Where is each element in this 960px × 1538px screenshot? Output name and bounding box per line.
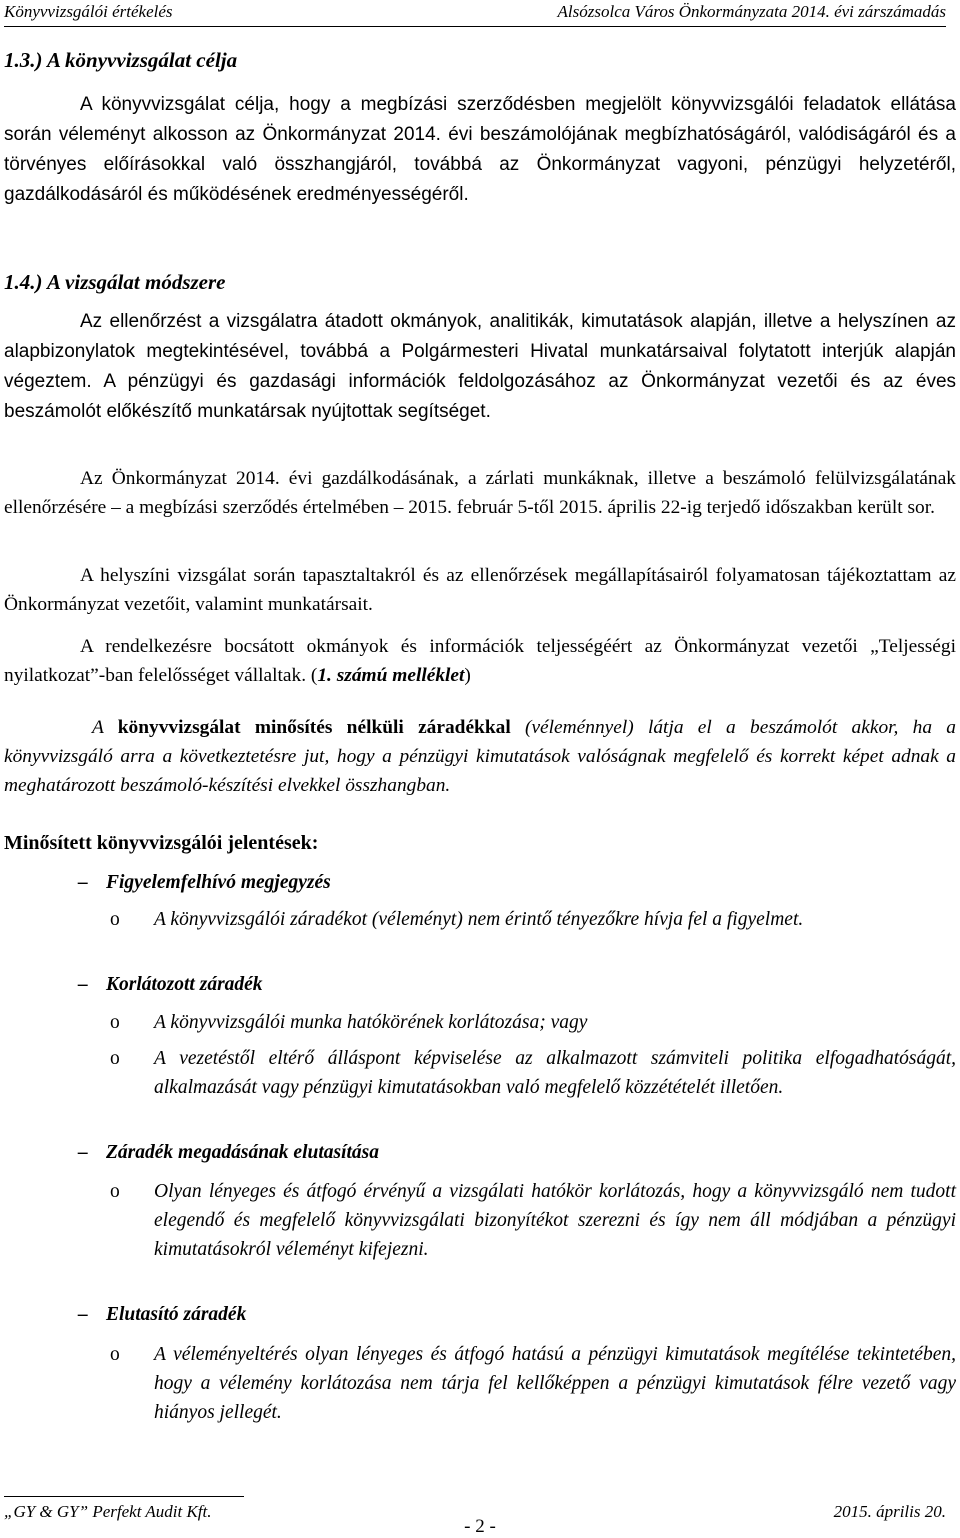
group-title-limited xyxy=(78,974,263,996)
p4-text: A rendelkezésre bocsátott okmányok és információk teljességéért az Önkormányzat vezetői „Teljességi nyilatkozat”-ban felelősséget vállaltak. ( xyxy=(4,636,956,686)
list-item xyxy=(110,905,956,934)
group-title: Figyelemfelhívó megjegyzés xyxy=(106,872,331,893)
section-1-4-paragraph-3: A helyszíni vizsgálat során tapasztaltakról és az ellenőrzések megállapításairól folyamatosan tájékoztattam az Önkormányzat vezetőit, valamint munkatársait. xyxy=(4,565,956,615)
bullet-marker: o xyxy=(110,1048,120,1069)
footer-company: „GY & GY” Perfekt Audit Kft. xyxy=(4,1502,212,1521)
list-item-text: A véleményeltérés olyan lényeges és átfogó hatású a pénzügyi kimutatások megítélése tekintetében, hogy a vélemény korlátozása nem tárja fel kellőképpen a pénzügyi kimutatások félre vezető vagy hiányos jellegét. xyxy=(154,1344,956,1423)
header-right: Alsózsolca Város Önkormányzata 2014. évi zárszámadás xyxy=(557,2,946,21)
page-number: - 2 - xyxy=(464,1516,496,1537)
p4-close: ) xyxy=(464,665,471,686)
list-item xyxy=(110,1177,956,1264)
section-1-4-paragraph-1 xyxy=(4,307,956,427)
appendix-reference: 1. számú melléklet xyxy=(317,665,465,686)
bullet-marker: o xyxy=(110,1181,120,1202)
section-1-4-paragraph-4 xyxy=(4,632,956,690)
group-title: Záradék megadásának elutasítása xyxy=(106,1142,380,1163)
header-left: Könyvvizsgálói értékelés xyxy=(4,2,173,21)
qualified-heading: Minősített könyvvizsgálói jelentések: xyxy=(4,832,319,854)
p1b-text: A pénzügyi és gazdasági információk feldolgozásához az Önkormányzat vezetői és az éves beszámolót előkészítő munkatársak nyújtottak segítséget. xyxy=(4,371,957,422)
section-heading-1-4: 1.4.) A vizsgálat módszere xyxy=(4,270,226,294)
list-item-text: A könyvvizsgálói záradékot (véleményt) nem érintő tényezőkre hívja fel a figyelmet. xyxy=(154,909,804,930)
p1-text: Az ellenőrzést a vizsgálatra átadott okmányok, analitikák, kimutatások alapján, illetve a helyszínen az alapbizonylatok megtekintésével, továbbá a Polgármesteri Hivatal munkatársaival folytatott interjúk alapján végeztem. xyxy=(4,311,956,392)
group-title-disclaimer xyxy=(78,1142,379,1164)
group-title: Elutasító záradék xyxy=(106,1304,247,1325)
dash-marker: – xyxy=(78,872,88,893)
clean-bold: könyvvizsgálat minősítés nélküli záradékkal xyxy=(117,717,511,738)
list-item xyxy=(110,1008,956,1037)
list-item xyxy=(110,1340,956,1427)
section-heading-1-3: 1.3.) A könyvvizsgálat célja xyxy=(4,48,238,72)
list-item-text: Olyan lényeges és átfogó érvényű a vizsgálati hatókör korlátozás, hogy a könyvvizsgáló nem tudott elegendő és megfelelő könyvvizsgálati bizonyítékot szerezni és így nem áll módjában a pénzügyi kimutatásokról véleményt kifejezni. xyxy=(154,1181,956,1260)
list-item-text: A vezetéstől eltérő álláspont képviselése az alkalmazott számviteli politika elfogadhatóságát, alkalmazását vagy pénzügyi kimutatásokban való megfelelő közzétételét illetően. xyxy=(154,1048,956,1098)
clean-rest: (véleménnyel) látja el a beszámolót akkor, ha a könyvvizsgáló arra a következtetésre jut, hogy a pénzügyi kimutatások valóságnak megfelelő és korrekt képet adnak a meghatározott beszámoló-készítési elvekkel összhangban. xyxy=(4,717,956,796)
page-header xyxy=(4,0,946,27)
group-title-attention xyxy=(78,872,331,894)
footer-rule xyxy=(4,1496,244,1497)
list-item xyxy=(110,1044,956,1102)
dash-marker: – xyxy=(78,974,88,995)
dash-marker: – xyxy=(78,1304,88,1325)
bullet-marker: o xyxy=(110,909,120,930)
group-title-adverse xyxy=(78,1304,246,1326)
section-1-3-paragraph: A könyvvizsgálat célja, hogy a megbízási szerződésben megjelölt könyvvizsgálói feladatok ellátása során véleményt alkosson az Önkormányzat 2014. évi beszámolójának megbízhatóságáról, valódiságáról és a törvényes előírásokkal való összhangjáról, továbbá az Önkormányzat vagyoni, pénzügyi helyzetéről, gazdálkodásáról és működésének eredményességéről. xyxy=(4,94,956,205)
group-title: Korlátozott záradék xyxy=(106,974,263,995)
bullet-marker: o xyxy=(110,1344,120,1365)
footer-date: 2015. április 20. xyxy=(833,1502,946,1521)
bullet-marker: o xyxy=(110,1012,120,1033)
clean-opinion-paragraph xyxy=(4,713,956,800)
list-item-text: A könyvvizsgálói munka hatókörének korlátozása; vagy xyxy=(154,1012,588,1033)
section-1-4-paragraph-2: Az Önkormányzat 2014. évi gazdálkodásának, a zárlati munkáknak, illetve a beszámoló felülvizsgálatának ellenőrzésére – a megbízási szerződés értelmében – 2015. február 5-től 2015. április 22-ig terjedő időszakban került sor. xyxy=(4,468,956,518)
dash-marker: – xyxy=(78,1142,88,1163)
clean-a: A xyxy=(92,717,118,738)
